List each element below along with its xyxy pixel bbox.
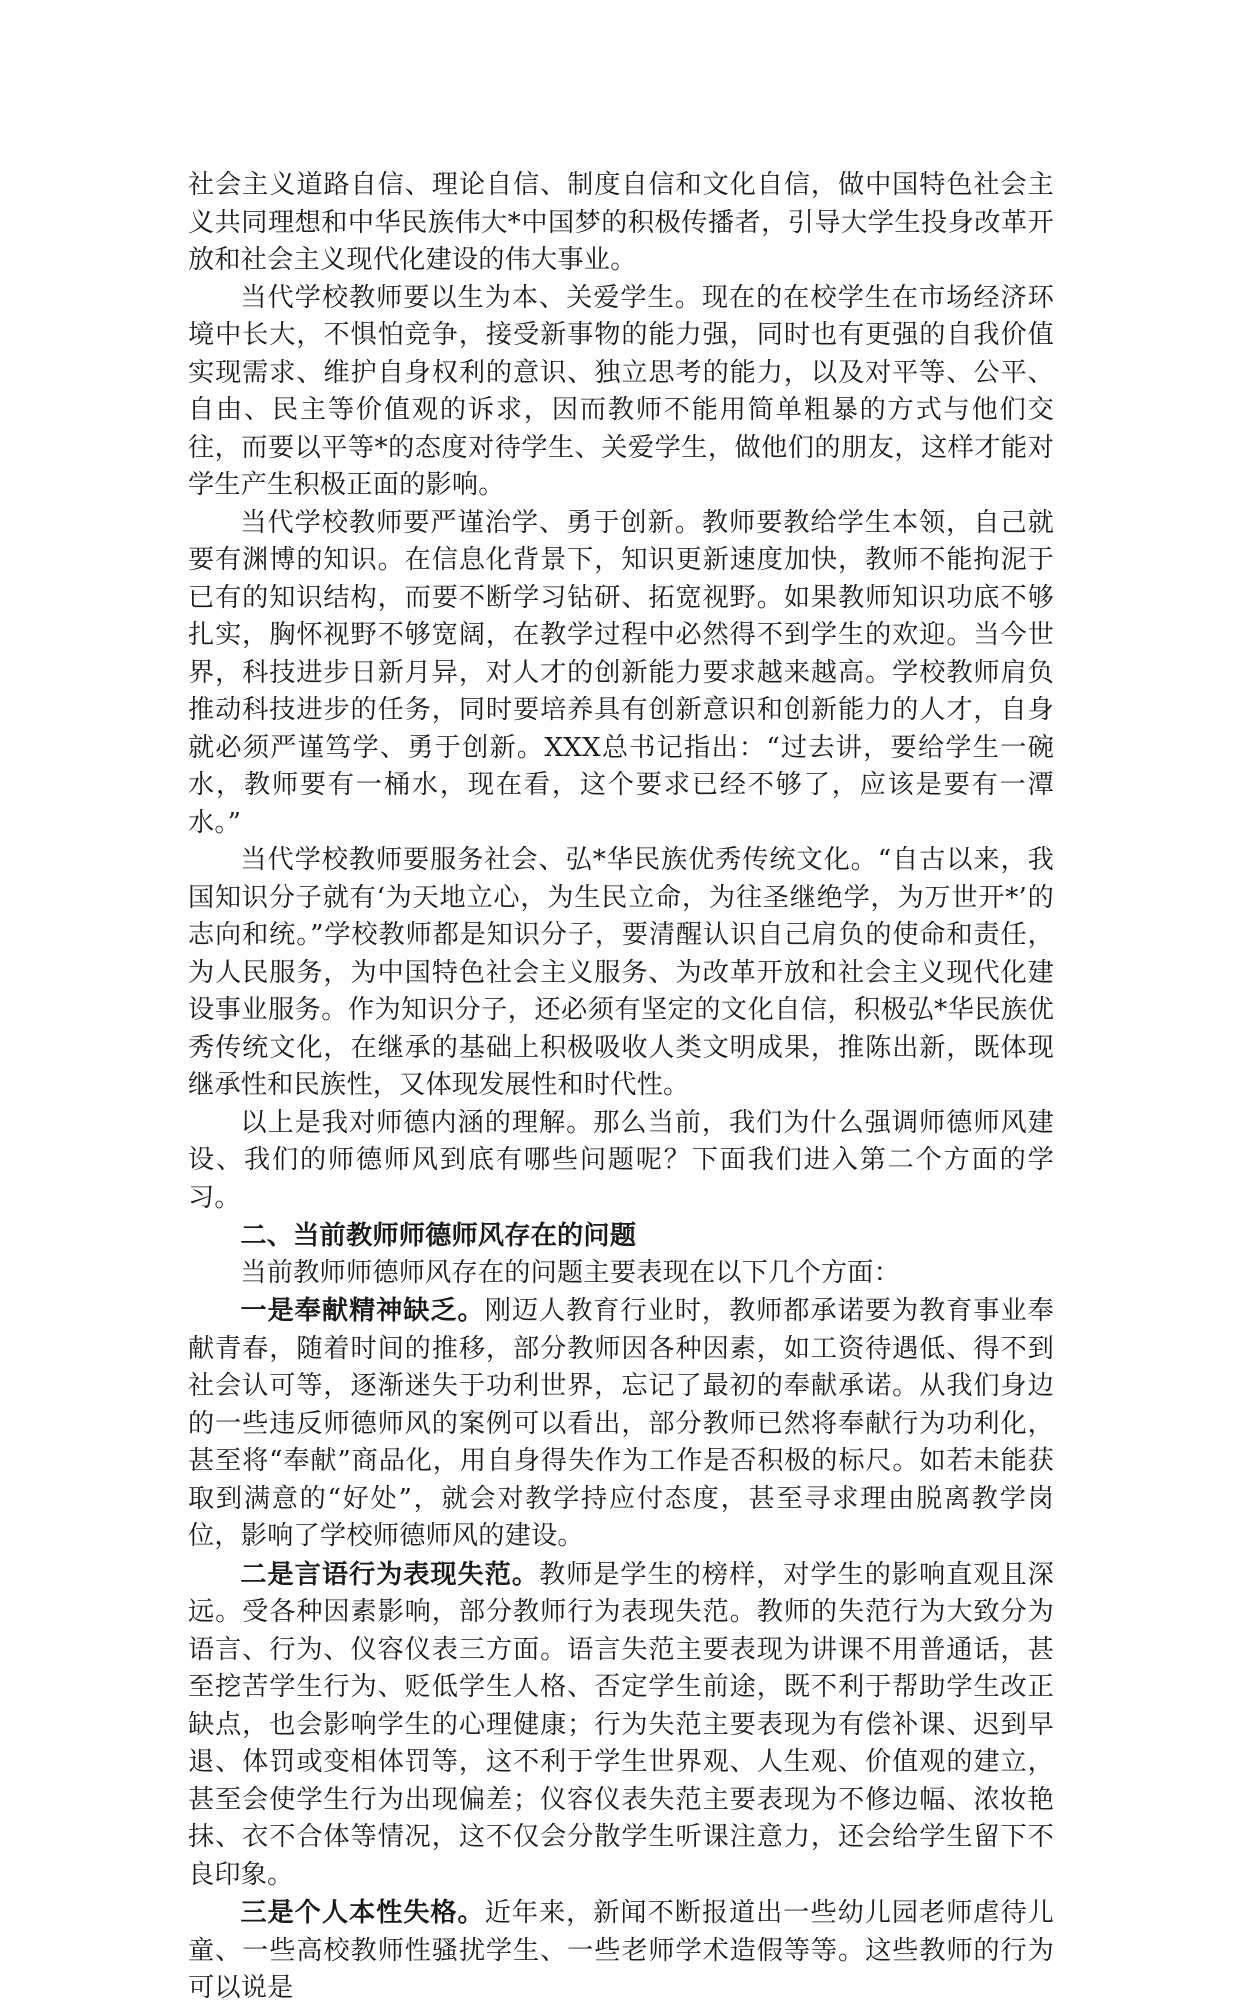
paragraph-text: 当代学校教师要严谨治学、勇于创新。教师要教给学生本领，自己就要有渊博的知识。在信息化背景下，知识更新速度加快，教师不能拘泥于已有的知识结构，而要不断学习钻研、拓宽视野。如果教师知识功底不够扎实，胸怀视野不够宽阔，在教学过程中必然得不到学生的欢迎。当今世界，科技进步日新月异，对人才的创新能力要求越来越高。学校教师肩负推动科技进步的任务，同时要培养具有创新意识和创新能力的人才，自身就必须严谨笃学、勇于创新。XXX总书记指出：“过去讲，要给学生一碗水，教师要有一桶水，现在看，这个要求已经不够了，应该是要有一潭水。” — [188, 507, 1054, 838]
paragraph-transition — [188, 1105, 1054, 1218]
paragraph-problem-two — [188, 1556, 1054, 1895]
section-heading — [188, 1217, 1054, 1255]
paragraph-problems-intro — [188, 1255, 1054, 1293]
paragraph-text: 当代学校教师要服务社会、弘*华民族优秀传统文化。“自古以来，我国知识分子就有‘为天地立心，为生民立命，为往圣继绝学，为万世开*’的志向和统。”学校教师都是知识分子，要清醒认识自己肩负的使命和责任，为人民服务，为中国特色社会主义服务、为改革开放和社会主义现代化建设事业服务。作为知识分子，还必须有坚定的文化自信，积极弘*华民族优秀传统文化，在继承的基础上积极吸收人类文明成果，推陈出新，既体现继承性和民族性，又体现发展性和时代性。 — [188, 845, 1054, 1100]
paragraph-text: 以上是我对师德内涵的理解。那么当前，我们为什么强调师德师风建设、我们的师德师风到底有哪些问题呢？下面我们进入第二个方面的学习。 — [188, 1107, 1054, 1213]
paragraph-problem-one — [188, 1292, 1054, 1556]
paragraph-text: 社会主义道路自信、理论自信、制度自信和文化自信，做中国特色社会主义共同理想和中华民族伟大*中国梦的积极传播者，引导大学生投身改革开放和社会主义现代化建设的伟大事业。 — [188, 170, 1054, 275]
paragraph-text: 近年来，新闻不断报道出一些幼儿园老师虐待儿童、一些高校教师性骚扰学生、一些老师学术造假等等。这些教师的行为可以说是 — [188, 1898, 1054, 2003]
paragraph-lead: 一是奉献精神缺乏。 — [240, 1295, 485, 1326]
paragraph-text: 教师是学生的榜样，对学生的影响直观且深远。受各种因素影响，部分教师行为表现失范。教师的失范行为大致分为语言、行为、仪容仪表三方面。语言失范主要表现为讲课不用普通话，甚至挖苦学生行为、贬低学生人格、否定学生前途，既不利于帮助学生改正缺点，也会影响学生的心理健康；行为失范主要表现为有偿补课、迟到早退、体罚或变相体罚等，这不利于学生世界观、人生观、价值观的建立，甚至会使学生行为出现偏差；仪容仪表失范主要表现为不修边幅、浓妆艳抹、衣不合体等情况，这不仅会分散学生听课注意力，还会给学生留下不良印象。 — [188, 1559, 1054, 1890]
paragraph-serve-society — [188, 842, 1054, 1105]
paragraph-care-for-students — [188, 280, 1054, 505]
paragraph-text: 当代学校教师要以生为本、关爱学生。现在的在校学生在市场经济环境中长大，不惧怕竞争，接受新事物的能力强，同时也有更强的自我价值实现需求、维护自身权利的意识、独立思考的能力，以及对平等、公平、自由、民主等价值观的诉求，因而教师不能用简单粗暴的方式与他们交往，而要以平等*的态度对待学生、关爱学生，做他们的朋友，这样才能对学生产生积极正面的影响。 — [188, 282, 1054, 500]
section-heading-text: 二、当前教师师德师风存在的问题 — [240, 1220, 637, 1251]
paragraph-continuation — [188, 167, 1054, 280]
paragraph-text: 刚迈人教育行业时，教师都承诺要为教育事业奉献青春，随着时间的推移，部分教师因各种因素，如工资待遇低、得不到社会认可等，逐渐迷失于功利世界，忘记了最初的奉献承诺。从我们身边的一些违反师德师风的案例可以看出，部分教师已然将奉献行为功利化，甚至将“奉献”商品化，用自身得失作为工作是否积极的标尺。如若未能获取到满意的“好处”，就会对教学持应付态度，甚至寻求理由脱离教学岗位，影响了学校师德师风的建设。 — [188, 1296, 1054, 1551]
paragraph-lead: 三是个人本性失格。 — [240, 1897, 485, 1928]
paragraph-rigorous-scholarship — [188, 505, 1054, 843]
document-body — [188, 167, 1054, 2008]
paragraph-text: 当前教师师德师风存在的问题主要表现在以下几个方面： — [240, 1257, 901, 1288]
paragraph-problem-three — [188, 1894, 1054, 2008]
paragraph-lead: 二是言语行为表现失范。 — [240, 1558, 539, 1590]
